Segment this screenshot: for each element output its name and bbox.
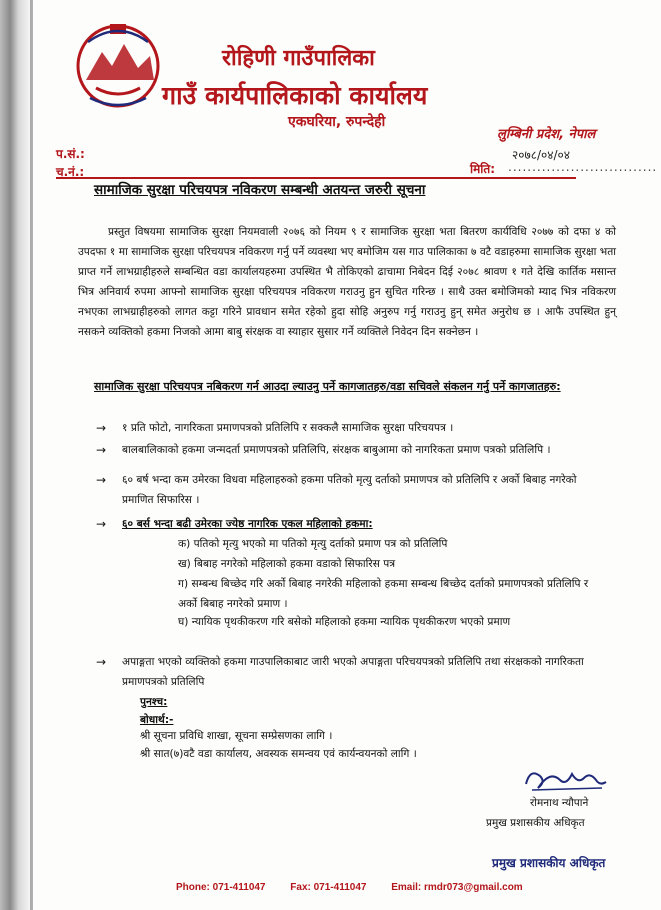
signer-title: प्रमुख प्रशासकीय अधिकृत [486,817,585,829]
letterhead-province: लुम्बिनी प्रदेश, नेपाल [497,127,596,142]
arrow-icon: → [96,421,107,435]
arrow-icon: → [96,517,107,531]
list-item-text: १ प्रति फोटो, नागरिकता प्रमाणपत्रको प्रतिलिपि र सक्कलै सामाजिक सुरक्षा परिचयपत्र । [122,422,454,434]
footer-fax: Fax: 071-411047 [290,882,367,893]
official-stamp-title: प्रमुख प्रशासकीय अधिकृत [492,856,606,870]
sub-item: क) पतिको मृत्यु भएको मा पतिको मृत्यु दर्ताको प्रमाण पत्र को प्रतिलिपि [178,538,448,550]
miti-dotted-line: ............................... [508,160,658,174]
cc-line: श्री सूचना प्रविधि शाखा, सूचना सम्प्रेसणका लागि । [140,730,333,742]
letter-date: २०७८/०४/०४ [512,148,571,162]
cc-line: श्री सात(७)वटै वडा कार्यालय, अवस्यक समन्वय एवं कार्यन्वयनको लागि । [140,748,417,760]
chalani-number-label: च.नं.: [56,165,85,179]
elderly-heading: ६० बर्स भन्दा बढी उमेरका ज्येष्ठ नागरिक एकल महिलाको हकमा: [122,518,373,530]
footer-email: Email: rmdr073@gmail.com [391,882,523,893]
arrow-icon: → [96,655,107,669]
sub-item: घ) न्यायिक पृथकीकरण गरि बसेको महिलाको हकमा न्यायिक पृथकीकरण भएको प्रमाण [178,616,511,628]
list-item-text: अपाङ्गता भएको व्यक्तिको हकमा गाउपालिकाबाट जारी भएको अपाङ्गता परिचयपत्रको प्रतिलिपि तथा संरक्षकको नागरिकता प्रमाणपत्रको प्रतिलिपि [122,656,584,688]
handwritten-signature [520,762,610,796]
sub-item: ख) बिबाह नगरेको महिलाको हकमा वडाको सिफारिस पत्र [178,558,396,570]
footer-phone: Phone: 071-411047 [176,882,266,893]
list-item-text: ६० बर्ष भन्दा कम उमेरका विधवा महिलाहरुको हकमा पतिको मृत्यु दर्ताको प्रमाणपत्र को प्रतिलिपि र अर्को बिबाह नगरेको प्रमाणित सिफारिस । [122,474,577,506]
letterhead-divider [56,177,576,179]
sub-item: ग) सम्बन्ध बिच्छेद गरि अर्को बिबाह नगरेकी महिलाको हकमा सम्बन्ध बिच्छेद दर्ताको प्रमाणपत्रको प्रतिलिपि र अर्को बिबाह नगरेको प्रमाण । [178,578,589,610]
scan-binding-edge [0,0,34,910]
letter-footer [176,882,636,893]
notice-body: प्रस्तुत विषयमा सामाजिक सुरक्षा नियमवाली २०७६ को नियम ९ र सामाजिक सुरक्षा भता बितरण कार्यविधि २०७७ को दफा ४ को उपदफा १ मा सामाजिक सुरक्षा परिचयपत्र नविकरण गर्नु पर्ने व्यवस्था भए बमोजिम यस गाउ पालिकाका ७ वटै वडाहरुमा सामाजिक सुरक्षा भता प्राप्त गर्ने लाभग्राहीहरुले सम्बन्धित वडा कार्यालयहरुमा उपस्थित भै तोकिएको ढाचामा निबेदन दिई २०७८ श्रावण १ गते देखि कार्तिक मसान्त भित्र अनिवार्य रुपमा आफ्नो सामाजिक सुरक्षा परिचयपत्र नविकरण गराउनु हुन सुचित गरिन्छ । साथै उक्त बमोजिमको म्याद भित्र नविकरण नभएका लाभग्राहीहरुको लागत कट्टा गरिने प्रावधान समेत रहेको हुदा सोहि अनुरुप गर्नु गराउनु हुन् समेत अनुरोध छ । आफै उपस्थित हुन् नसकने व्यक्तिको हकमा निजको आमा बाबु संरक्षक वा स्याहार सुसार गर्ने व्यक्तिले निवेदन दिन सक्नेछन । [78,226,616,338]
notice-subject: सामाजिक सुरक्षा परिचयपत्र नविकरण सम्बन्धी अतयन्त जरुरी सूचना [94,182,426,198]
arrow-icon: → [96,473,107,487]
list-item-text: बालबालिकाको हकमा जन्मदर्ता प्रमाणपत्रको प्रतिलिपि, संरक्षक बाबुआमा को नागरिकता प्रमाण पत्रको प्रतिलिपि । [122,444,551,456]
letterhead-office: गाउँ कार्यपालिकाको कार्यालय [162,81,428,110]
patra-sankhya-label: प.सं.: [56,147,85,161]
postscript-heading: पुनश्च: [140,696,168,708]
nepal-emblem-icon [68,18,168,114]
documents-heading: सामाजिक सुरक्षा परिचयपत्र नबिकरण गर्न आउदा ल्याउनु पर्ने कागजातहरु/वडा सचिवले संकलन गर्नु पर्ने कागजातहरु: [94,380,561,393]
scan-binding-line [30,0,33,910]
letterhead-municipality: रोहिणी गाउँपालिका [222,46,375,71]
signer-name: रोमनाथ न्यौपाने [530,797,589,809]
letterhead-address: एकघरिया, रुपन्देही [288,114,386,130]
miti-label: मिति: [470,162,496,176]
arrow-icon: → [96,443,107,457]
cc-label: बोधार्थ:- [140,714,174,726]
